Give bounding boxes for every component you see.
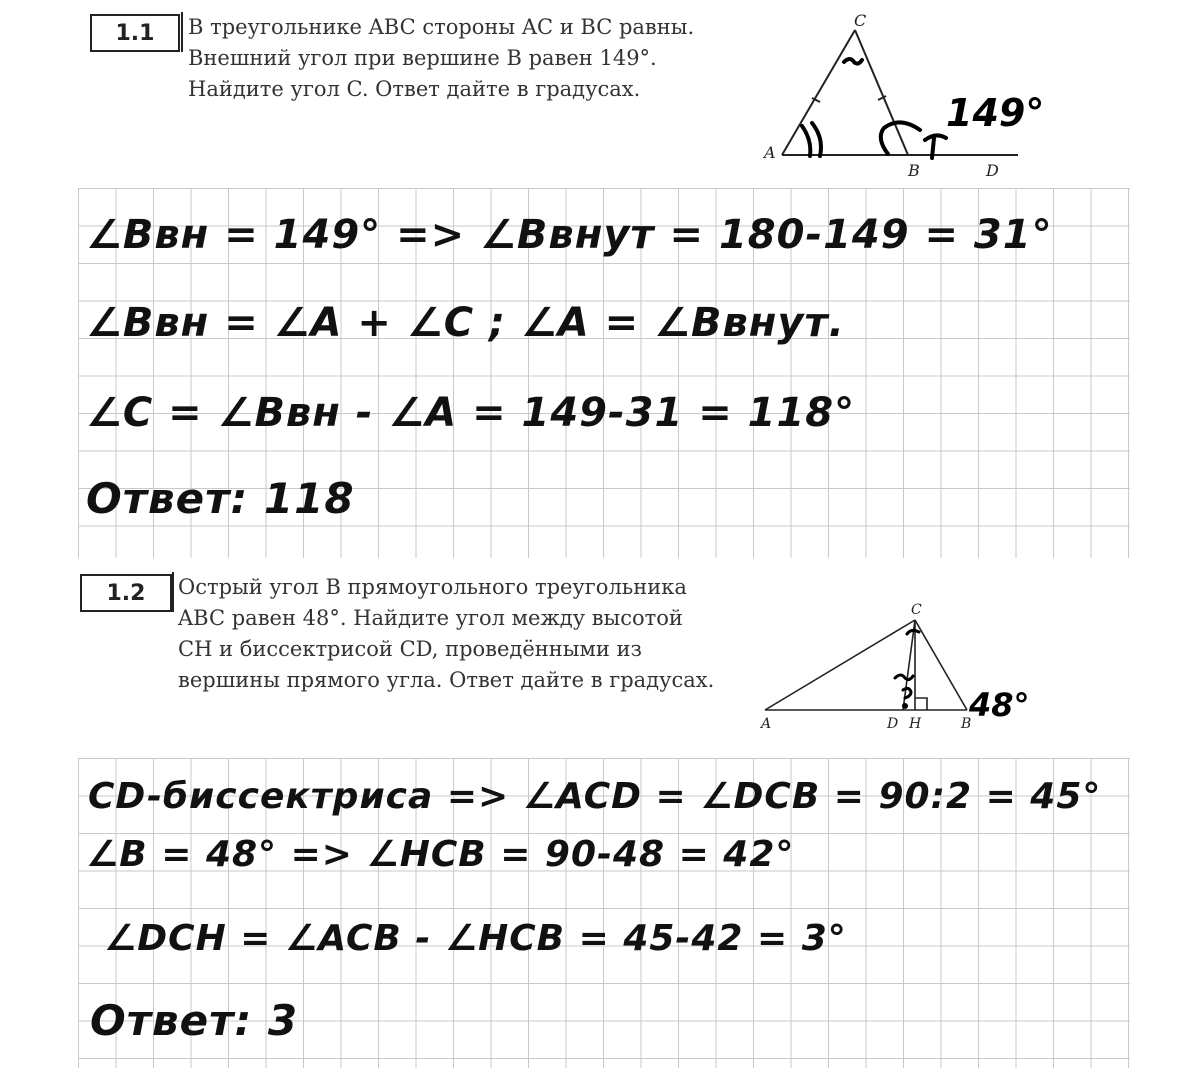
angle-annotation-149: 149° [946, 91, 1045, 135]
problem-2-line-1: Острый угол B прямоугольного треугольника [178, 575, 687, 599]
problem-2-line-2: ABC равен 48°. Найдите угол между высотой [178, 606, 683, 630]
triangle-figure-2 [755, 598, 1045, 738]
solution-1-line-3: ∠C = ∠Bвн - ∠A = 149-31 = 118° [86, 390, 856, 436]
problem-2-line-3: CH и биссектрисой CD, проведёнными из [178, 637, 642, 661]
vertex-label-b: B [908, 161, 920, 180]
solution-2-line-3: ∠DCH = ∠ACB - ∠HCB = 45-42 = 3° [104, 918, 847, 959]
problem-1-line-3: Найдите угол C. Ответ дайте в градусах. [188, 77, 641, 101]
problem-number-1: 1.1 [90, 14, 180, 52]
vertex-label-a: A [764, 143, 776, 162]
vertex-label-d-2: D [887, 716, 899, 732]
solution-2-answer: Ответ: 3 [90, 996, 299, 1045]
angle-annotation-48: 48° [969, 686, 1030, 724]
problem-text-2 [178, 572, 756, 696]
vertex-label-h-2: H [909, 716, 922, 732]
vertex-label-a-2: A [761, 716, 772, 732]
solution-1-line-2: ∠Bвн = ∠A + ∠C ; ∠A = ∠Bвнут. [86, 300, 845, 346]
problem-1-line-1: В треугольнике ABC стороны AC и BC равны. [188, 15, 695, 39]
solution-1-line-1: ∠Bвн = 149° => ∠Bвнут = 180-149 = 31° [86, 212, 1053, 258]
problem-divider-2 [172, 572, 174, 612]
vertex-label-d: D [986, 161, 999, 180]
solution-2-line-1: CD-биссектриса => ∠ACD = ∠DCB = 90:2 = 45° [88, 776, 1102, 817]
solution-2-line-2: ∠B = 48° => ∠HCB = 90-48 = 42° [86, 834, 795, 875]
vertex-label-b-2: B [961, 716, 972, 732]
problem-1-line-2: Внешний угол при вершине B равен 149°. [188, 46, 657, 70]
problem-2-line-4: вершины прямого угла. Ответ дайте в градусах. [178, 668, 715, 692]
problem-text-1 [188, 12, 760, 105]
vertex-label-c: C [854, 11, 867, 30]
triangle-figure-1 [750, 8, 1060, 188]
solution-1-answer: Ответ: 118 [86, 474, 355, 523]
vertex-label-c-2: C [911, 602, 922, 618]
problem-divider-1 [181, 12, 183, 52]
problem-number-2: 1.2 [80, 574, 172, 612]
